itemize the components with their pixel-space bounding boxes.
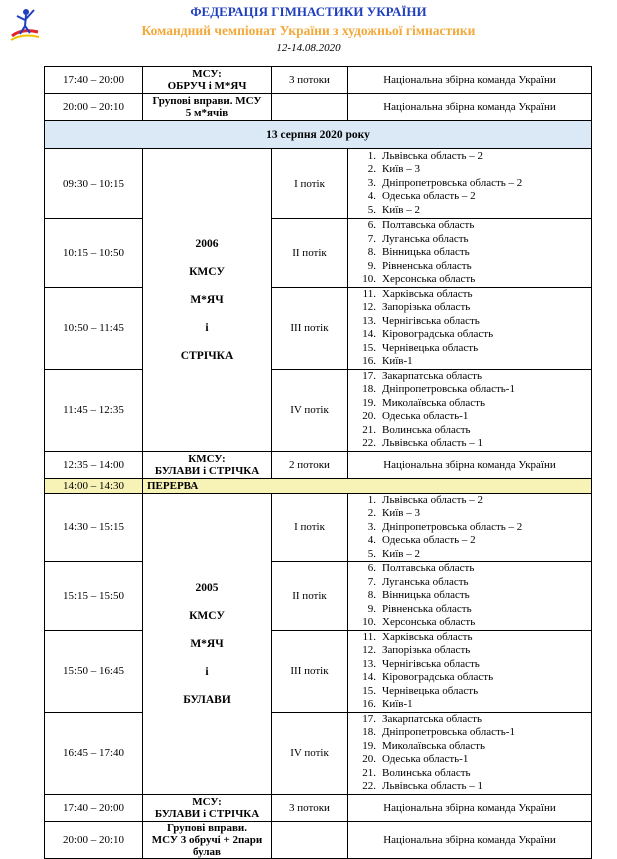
time-cell: 20:00 – 20:10 (45, 821, 143, 858)
flow-cell: ІІ потік (272, 219, 348, 288)
team-item (354, 219, 587, 233)
teams-list (352, 150, 587, 218)
team-item (354, 658, 587, 672)
schedule-row (45, 821, 592, 858)
group-line: і (205, 321, 209, 334)
team-item (354, 424, 587, 438)
team-name: Київ – 2 (382, 203, 420, 216)
team-item (354, 370, 587, 384)
team-item (354, 589, 587, 603)
team-name: Кіровоградська область (382, 671, 494, 683)
teams-list (352, 631, 587, 712)
team-item (354, 288, 587, 302)
event-cell: Групові вправи. МСУ 3 обручі + 2пари булав (143, 821, 272, 858)
team-name: Закарпатська область (382, 369, 482, 382)
team-name: Одеська область – 2 (382, 190, 476, 203)
flows-cell (272, 821, 348, 858)
schedule-row (45, 94, 592, 121)
teams-list (352, 288, 587, 369)
team-number: 16. (362, 698, 376, 710)
team-item (354, 204, 587, 218)
team-number: 7. (367, 232, 376, 245)
team-number: 7. (367, 575, 376, 588)
time-cell: 15:50 – 16:45 (45, 630, 143, 712)
schedule-slot-row (45, 712, 592, 794)
team-name: Одеська область-1 (382, 753, 469, 765)
team-name: Київ-1 (382, 355, 413, 367)
time-cell: 17:40 – 20:00 (45, 67, 143, 94)
time-cell: 12:35 – 14:00 (45, 451, 143, 478)
team-name: Одеська область-1 (382, 410, 469, 422)
team-name: Одеська область – 2 (382, 534, 476, 546)
group-line: СТРІЧКА (180, 349, 234, 362)
group-line: і (205, 665, 209, 678)
flows-cell: 2 потоки (272, 451, 348, 478)
schedule-slot-row (45, 219, 592, 288)
time-cell: 15:15 – 15:50 (45, 562, 143, 631)
team-name: Київ – 2 (382, 547, 420, 560)
break-label: ПЕРЕРВА (143, 478, 592, 493)
team-name: Волинська область (382, 766, 471, 779)
team-number: 22. (362, 437, 376, 449)
team-name: Київ-1 (382, 698, 413, 710)
team-item (354, 233, 587, 247)
team-name: Кіровоградська область (382, 328, 494, 340)
schedule-slot-row (45, 493, 592, 562)
team-item (354, 616, 587, 630)
team-number: 1. (367, 149, 376, 162)
group-line: М*ЯЧ (190, 293, 224, 306)
team-number: 12. (362, 644, 376, 656)
schedule-slot-row (45, 562, 592, 631)
team-cell: Національна збірна команда України (348, 821, 592, 858)
teams-cell (348, 219, 592, 288)
teams-list (352, 562, 587, 630)
team-name: Запорізька область (382, 644, 471, 656)
team-name: Херсонська область (382, 273, 476, 285)
team-item (354, 410, 587, 424)
team-item (354, 726, 587, 740)
team-number: 4. (367, 534, 376, 546)
team-number: 5. (367, 203, 376, 216)
schedule-row (45, 794, 592, 821)
teams-cell (348, 369, 592, 451)
team-item (354, 328, 587, 342)
teams-list (352, 713, 587, 794)
team-item (354, 342, 587, 356)
schedule-slot-row (45, 369, 592, 451)
flows-cell: 3 потоки (272, 67, 348, 94)
event-cell: КМСУ: БУЛАВИ і СТРІЧКА (143, 451, 272, 478)
team-item (354, 437, 587, 451)
team-name: Чернівецька область (382, 341, 479, 354)
event-cell: МСУ: ОБРУЧ і М*ЯЧ (143, 67, 272, 94)
team-name: Волинська область (382, 423, 471, 436)
time-cell: 10:15 – 10:50 (45, 219, 143, 288)
schedule-slot-row (45, 630, 592, 712)
team-number: 6. (367, 562, 376, 574)
team-name: Вінницька область (382, 246, 470, 258)
team-number: 10. (362, 273, 376, 285)
team-name: Дніпропетровська область – 2 (382, 520, 523, 533)
time-cell: 11:45 – 12:35 (45, 369, 143, 451)
team-number: 2. (367, 163, 376, 176)
schedule-slot-row (45, 287, 592, 369)
team-number: 17. (362, 369, 376, 382)
team-item (354, 190, 587, 204)
team-name: Рівненська область (382, 259, 472, 272)
team-item (354, 685, 587, 699)
team-name: Чернігівська область (382, 314, 480, 327)
group-cell (143, 149, 272, 452)
team-item (354, 246, 587, 260)
team-name: Луганська область (382, 575, 469, 588)
team-number: 15. (362, 341, 376, 354)
team-item (354, 753, 587, 767)
time-cell: 09:30 – 10:15 (45, 149, 143, 219)
team-name: Херсонська область (382, 616, 476, 628)
team-item (354, 780, 587, 794)
team-item (354, 740, 587, 754)
team-name: Дніпропетровська область-1 (382, 383, 515, 395)
team-item (354, 301, 587, 315)
team-number: 20. (362, 753, 376, 765)
team-name: Дніпропетровська область – 2 (382, 176, 523, 189)
team-number: 17. (362, 712, 376, 725)
team-name: Миколаївська область (382, 396, 485, 409)
group-line: КМСУ (189, 265, 225, 278)
team-number: 1. (367, 493, 376, 506)
teams-cell (348, 630, 592, 712)
flow-cell: І потік (272, 493, 348, 562)
teams-list (352, 494, 587, 562)
group-line: КМСУ (189, 609, 225, 622)
team-item (354, 507, 587, 521)
flows-cell (272, 94, 348, 121)
team-cell: Національна збірна команда України (348, 794, 592, 821)
team-name: Львівська область – 1 (382, 437, 483, 449)
team-name: Київ – 3 (382, 507, 420, 519)
team-number: 20. (362, 410, 376, 422)
championship-dates: 12-14.08.2020 (276, 42, 341, 54)
schedule-slot-row (45, 149, 592, 219)
flow-cell: ІІІ потік (272, 630, 348, 712)
teams-cell (348, 287, 592, 369)
team-item (354, 397, 587, 411)
team-number: 14. (362, 328, 376, 340)
team-number: 6. (367, 219, 376, 231)
team-number: 21. (362, 423, 376, 436)
team-item (354, 163, 587, 177)
break-row (45, 478, 592, 493)
group-line: 2006 (195, 237, 219, 250)
event-cell: МСУ: БУЛАВИ і СТРІЧКА (143, 794, 272, 821)
team-number: 4. (367, 190, 376, 203)
team-number: 11. (362, 287, 376, 300)
schedule-row (45, 67, 592, 94)
group-line: 2005 (195, 581, 219, 594)
time-cell: 10:50 – 11:45 (45, 287, 143, 369)
time-cell: 16:45 – 17:40 (45, 712, 143, 794)
team-number: 15. (362, 684, 376, 697)
team-number: 3. (367, 176, 376, 189)
team-item (354, 355, 587, 369)
team-number: 13. (362, 657, 376, 670)
team-item (354, 767, 587, 781)
team-number: 18. (362, 383, 376, 395)
flow-cell: IV потік (272, 712, 348, 794)
team-item (354, 494, 587, 508)
flows-cell: 3 потоки (272, 794, 348, 821)
teams-list (352, 370, 587, 451)
team-number: 12. (362, 301, 376, 313)
flow-cell: ІІ потік (272, 562, 348, 631)
team-name: Харківська область (382, 287, 473, 300)
time-cell: 14:30 – 15:15 (45, 493, 143, 562)
team-number: 10. (362, 616, 376, 628)
team-item (354, 521, 587, 535)
team-name: Миколаївська область (382, 739, 485, 752)
team-cell: Національна збірна команда України (348, 94, 592, 121)
team-number: 5. (367, 547, 376, 560)
team-item (354, 631, 587, 645)
teams-cell (348, 712, 592, 794)
flow-cell: ІІІ потік (272, 287, 348, 369)
team-number: 9. (367, 602, 376, 615)
team-number: 18. (362, 726, 376, 738)
time-cell: 14:00 – 14:30 (45, 478, 143, 493)
teams-cell (348, 493, 592, 562)
team-name: Харківська область (382, 630, 473, 643)
team-number: 19. (362, 396, 376, 409)
team-item (354, 534, 587, 548)
team-item (354, 671, 587, 685)
team-number: 8. (367, 246, 376, 258)
team-number: 11. (362, 630, 376, 643)
team-name: Полтавська область (382, 562, 475, 574)
team-item (354, 383, 587, 397)
team-number: 8. (367, 589, 376, 601)
event-cell: Групові вправи. МСУ 5 м*ячів (143, 94, 272, 121)
federation-name: ФЕДЕРАЦІЯ ГІМНАСТИКИ УКРАЇНИ (190, 4, 427, 19)
team-cell: Національна збірна команда України (348, 451, 592, 478)
teams-list (352, 219, 587, 287)
team-item (354, 548, 587, 562)
team-name: Луганська область (382, 232, 469, 245)
flow-cell: IV потік (272, 369, 348, 451)
team-name: Дніпропетровська область-1 (382, 726, 515, 738)
flow-cell: І потік (272, 149, 348, 219)
team-name: Полтавська область (382, 219, 475, 231)
team-number: 3. (367, 520, 376, 533)
team-number: 19. (362, 739, 376, 752)
schedule-table (44, 66, 592, 859)
day-heading-row (45, 121, 592, 149)
time-cell: 20:00 – 20:10 (45, 94, 143, 121)
team-item (354, 644, 587, 658)
team-item (354, 273, 587, 287)
championship-title: Командний чемпіонат України з художньої гімнастики (141, 23, 476, 38)
team-name: Львівська область – 2 (382, 493, 483, 506)
team-item (354, 260, 587, 274)
group-line: М*ЯЧ (190, 637, 224, 650)
team-name: Рівненська область (382, 602, 472, 615)
team-name: Київ – 3 (382, 163, 420, 176)
team-name: Чернівецька область (382, 684, 479, 697)
team-number: 14. (362, 671, 376, 683)
team-number: 22. (362, 780, 376, 792)
team-name: Вінницька область (382, 589, 470, 601)
team-item (354, 315, 587, 329)
team-item (354, 603, 587, 617)
group-line: БУЛАВИ (183, 693, 231, 706)
team-name: Чернігівська область (382, 657, 480, 670)
team-number: 16. (362, 355, 376, 367)
team-name: Запорізька область (382, 301, 471, 313)
team-item (354, 698, 587, 712)
team-number: 9. (367, 259, 376, 272)
team-item (354, 562, 587, 576)
team-item (354, 713, 587, 727)
schedule-row (45, 451, 592, 478)
team-name: Закарпатська область (382, 712, 482, 725)
time-cell: 17:40 – 20:00 (45, 794, 143, 821)
team-number: 2. (367, 507, 376, 519)
day-heading: 13 серпня 2020 року (45, 121, 592, 149)
team-cell: Національна збірна команда України (348, 67, 592, 94)
team-number: 13. (362, 314, 376, 327)
team-number: 21. (362, 766, 376, 779)
team-item (354, 576, 587, 590)
team-name: Львівська область – 2 (382, 149, 483, 162)
team-item (354, 150, 587, 164)
group-cell (143, 493, 272, 794)
team-item (354, 177, 587, 191)
teams-cell (348, 562, 592, 631)
team-name: Львівська область – 1 (382, 780, 483, 792)
teams-cell (348, 149, 592, 219)
